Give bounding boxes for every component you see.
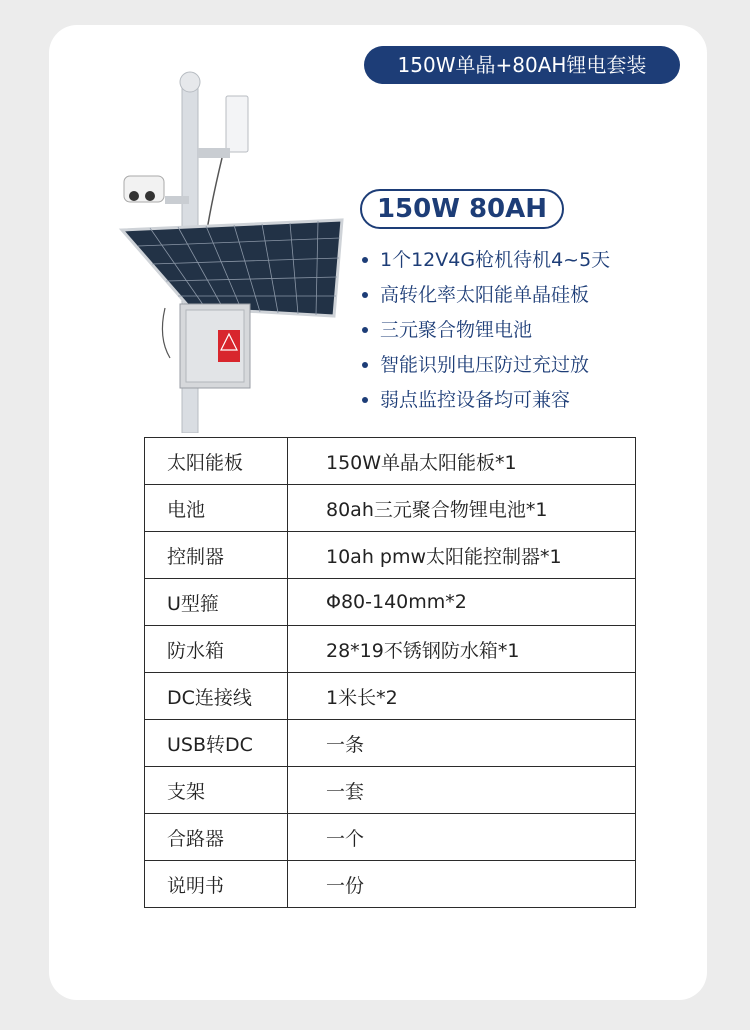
spec-name: 合路器	[145, 814, 288, 861]
spec-value: 150W单晶太阳能板*1	[288, 438, 636, 485]
table-row	[145, 438, 636, 485]
bullet-icon	[362, 397, 368, 403]
bullet-icon	[362, 257, 368, 263]
feature-item	[362, 349, 610, 384]
capacity-pill: 150W 80AH	[360, 189, 564, 229]
spec-value: 一条	[288, 720, 636, 767]
spec-name: 说明书	[145, 861, 288, 908]
spec-value: Φ80-140mm*2	[288, 579, 636, 626]
table-row	[145, 814, 636, 861]
spec-value: 一套	[288, 767, 636, 814]
bullet-icon	[362, 362, 368, 368]
feature-item	[362, 384, 610, 419]
table-row	[145, 579, 636, 626]
feature-text: 智能识别电压防过充过放	[380, 354, 590, 376]
feature-item	[362, 314, 610, 349]
table-row	[145, 861, 636, 908]
table-row	[145, 720, 636, 767]
bullet-icon	[362, 292, 368, 298]
bullet-icon	[362, 327, 368, 333]
solar-camera-kit-image	[110, 68, 380, 433]
table-row	[145, 485, 636, 532]
spec-value: 一个	[288, 814, 636, 861]
feature-text: 弱点监控设备均可兼容	[380, 389, 571, 411]
spec-name: 控制器	[145, 532, 288, 579]
spec-name: 防水箱	[145, 626, 288, 673]
kit-title-banner: 150W单晶+80AH锂电套装	[364, 46, 680, 84]
feature-item	[362, 279, 610, 314]
table-row	[145, 626, 636, 673]
spec-value: 1米长*2	[288, 673, 636, 720]
spec-value: 一份	[288, 861, 636, 908]
spec-name: 支架	[145, 767, 288, 814]
spec-name: DC连接线	[145, 673, 288, 720]
table-row	[145, 767, 636, 814]
table-row	[145, 532, 636, 579]
table-row	[145, 673, 636, 720]
spec-name: 太阳能板	[145, 438, 288, 485]
spec-value: 10ah pmw太阳能控制器*1	[288, 532, 636, 579]
feature-text: 高转化率太阳能单晶硅板	[380, 284, 590, 306]
spec-value: 28*19不锈钢防水箱*1	[288, 626, 636, 673]
spec-name: USB转DC	[145, 720, 288, 767]
spec-name: U型箍	[145, 579, 288, 626]
feature-text: 三元聚合物锂电池	[380, 319, 533, 341]
feature-text: 1个12V4G枪机待机4~5天	[380, 249, 611, 271]
feature-item	[362, 244, 610, 279]
spec-value: 80ah三元聚合物锂电池*1	[288, 485, 636, 532]
spec-name: 电池	[145, 485, 288, 532]
feature-list	[362, 244, 610, 419]
spec-table	[144, 437, 636, 908]
